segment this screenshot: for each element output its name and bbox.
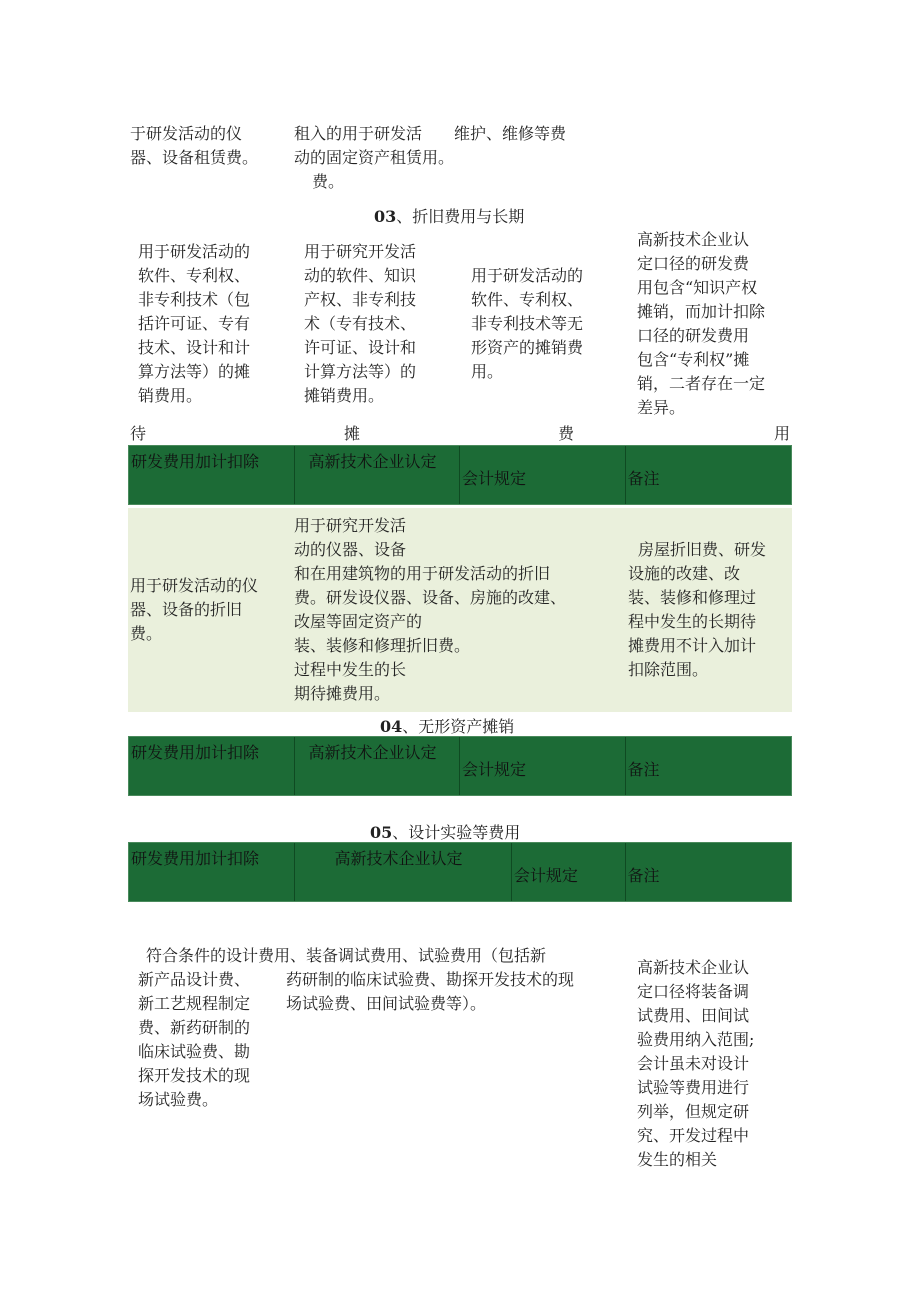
header-cell: 备注 bbox=[627, 866, 660, 885]
header-cell: 研发费用加计扣除 bbox=[129, 446, 295, 504]
section-03-title: 、折旧费用与长期 bbox=[396, 207, 525, 226]
depreciation-col1: 用于研发活动的仪 器、设备的折旧 费。 bbox=[130, 576, 259, 643]
header-cell: 会计规定 bbox=[512, 843, 626, 901]
top-tail: 费。 bbox=[312, 172, 345, 191]
section-05-number: 05 bbox=[370, 823, 393, 842]
section-05-title: 、设计实验等费用 bbox=[392, 823, 521, 842]
table-04-header bbox=[128, 736, 792, 796]
amort-col1: 用于研发活动的 软件、专利权、 非专利技术（包 括许可证、专有 技术、设计和计 算方法等）的摊 销费用。 bbox=[138, 242, 251, 405]
section-04-title: 、无形资产摊销 bbox=[402, 717, 515, 736]
section-03-number: 03 bbox=[374, 207, 397, 226]
spread-char-3: 费 bbox=[558, 424, 575, 443]
table-03-header bbox=[128, 445, 792, 505]
header-cell: 高新技术企业认定 bbox=[295, 843, 512, 901]
design-col4: 高新技术企业认 定口径将装备调 试费用、田间试 验费用纳入范围; 会计虽未对设计 试验等费用进行 列举，但规定研 究、开发过程中 发生的相关 bbox=[637, 958, 755, 1169]
header-cell: 研发费用加计扣除 bbox=[129, 843, 295, 901]
depreciation-col4: 房屋折旧费、研发 设施的改建、改 装、装修和修理过 程中发生的长期待 摊费用不计入加计 扣除范围。 bbox=[628, 540, 767, 679]
section-05-heading bbox=[370, 820, 520, 843]
section-04-heading bbox=[380, 714, 514, 737]
header-cell: 高新技术企业认定 bbox=[295, 446, 461, 504]
design-col2: 药研制的临床试验费、勘探开发技术的现 场试验费、田间试验费等）。 bbox=[286, 970, 575, 1013]
header-cell: 备注 bbox=[627, 469, 660, 488]
spread-char-4: 用 bbox=[774, 424, 791, 443]
design-col1: 新产品设计费、 新工艺规程制定 费、新药研制的 临床试验费、勘 探开发技术的现 场试验费。 bbox=[138, 970, 251, 1109]
header-cell: 备注 bbox=[627, 760, 660, 779]
top-col3: 维护、维修等费 bbox=[454, 124, 567, 143]
top-col2: 租入的用于研发活 动的固定资产租赁用。 bbox=[294, 124, 455, 167]
amort-col4: 高新技术企业认 定口径的研发费 用包含“知识产权 摊销，而加计扣除 口径的研发费用 包含“专利权”摊 销，二者存在一定 差异。 bbox=[637, 230, 766, 417]
depreciation-col2: 用于研究开发活 动的仪器、设备 和在用建筑物的用于研发活动的折旧 费。研发设仪器、设备、房施的改建、 改屋等固定资产的 装、装修和修理折旧费。 过程中发生的长 期待摊费用。 bbox=[294, 516, 567, 703]
section-03-heading bbox=[374, 204, 524, 227]
top-col1: 于研发活动的仪 器、设备租赁费。 bbox=[130, 124, 259, 167]
amort-col3: 用于研发活动的 软件、专利权、 非专利技术等无 形资产的摊销费 用。 bbox=[471, 266, 584, 381]
header-cell: 会计规定 bbox=[460, 737, 626, 795]
spread-char-1: 待 bbox=[130, 424, 147, 443]
amort-col2: 用于研究开发活 动的软件、知识 产权、非专利技 术（专有技术、 许可证、设计和 计算方法等）的 摊销费用。 bbox=[304, 242, 417, 405]
table-05-header bbox=[128, 842, 792, 902]
header-cell: 高新技术企业认定 bbox=[295, 737, 461, 795]
header-cell: 会计规定 bbox=[460, 446, 626, 504]
spread-char-2: 摊 bbox=[344, 424, 361, 443]
design-line-top: 符合条件的设计费用、装备调试费用、试验费用（包括新 bbox=[146, 946, 547, 965]
section-04-number: 04 bbox=[380, 717, 403, 736]
header-cell: 研发费用加计扣除 bbox=[129, 737, 295, 795]
